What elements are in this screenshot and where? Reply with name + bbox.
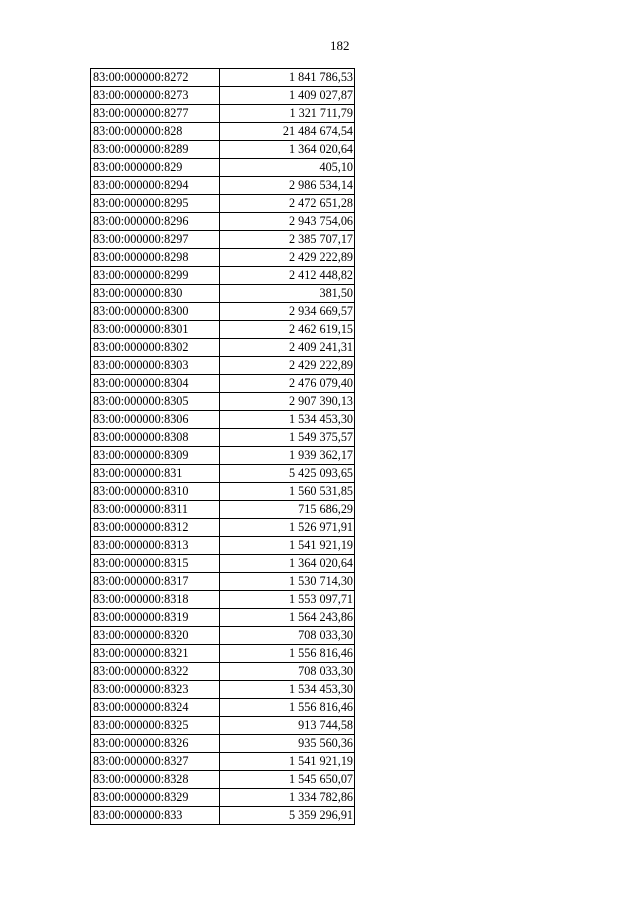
value-cell: 708 033,30 [220,627,355,645]
value-cell: 1 553 097,71 [220,591,355,609]
value-cell: 405,10 [220,159,355,177]
cadastral-number-cell: 83:00:000000:8299 [91,267,220,285]
cadastral-number-cell: 83:00:000000:8324 [91,699,220,717]
cadastral-number-cell: 83:00:000000:8315 [91,555,220,573]
table-row [91,159,355,177]
table-row [91,285,355,303]
table-row [91,213,355,231]
value-cell: 2 934 669,57 [220,303,355,321]
value-cell: 1 549 375,57 [220,429,355,447]
cadastral-number-cell: 83:00:000000:8320 [91,627,220,645]
value-cell: 1 564 243,86 [220,609,355,627]
cadastral-number-cell: 83:00:000000:829 [91,159,220,177]
cadastral-number-cell: 83:00:000000:8313 [91,537,220,555]
table-row [91,501,355,519]
cadastral-number-cell: 83:00:000000:8300 [91,303,220,321]
cadastral-number-cell: 83:00:000000:833 [91,807,220,825]
cadastral-number-cell: 83:00:000000:8295 [91,195,220,213]
value-cell: 1 364 020,64 [220,555,355,573]
table-row [91,609,355,627]
page-number: 182 [330,38,350,53]
value-cell: 1 556 816,46 [220,645,355,663]
table-row [91,465,355,483]
cadastral-number-cell: 83:00:000000:8277 [91,105,220,123]
value-cell: 381,50 [220,285,355,303]
table-row [91,753,355,771]
value-cell: 2 412 448,82 [220,267,355,285]
cadastral-number-cell: 83:00:000000:8317 [91,573,220,591]
table-row [91,807,355,825]
table-row [91,771,355,789]
cadastral-number-cell: 83:00:000000:8329 [91,789,220,807]
table-row [91,483,355,501]
table-row [91,573,355,591]
value-cell: 1 534 453,30 [220,411,355,429]
cadastral-number-cell: 83:00:000000:8308 [91,429,220,447]
cadastral-number-cell: 83:00:000000:8289 [91,141,220,159]
table-row [91,249,355,267]
table-row [91,537,355,555]
table-row [91,123,355,141]
table-row [91,645,355,663]
table-row [91,87,355,105]
table-row [91,339,355,357]
value-cell: 2 943 754,06 [220,213,355,231]
cadastral-number-cell: 83:00:000000:8297 [91,231,220,249]
value-cell: 708 033,30 [220,663,355,681]
table-body [91,69,355,825]
value-cell: 935 560,36 [220,735,355,753]
cadastral-number-cell: 83:00:000000:8306 [91,411,220,429]
table-row [91,303,355,321]
table-row [91,321,355,339]
value-cell: 2 907 390,13 [220,393,355,411]
cadastral-number-cell: 83:00:000000:8323 [91,681,220,699]
value-cell: 2 409 241,31 [220,339,355,357]
table-row [91,591,355,609]
value-cell: 2 986 534,14 [220,177,355,195]
cadastral-number-cell: 83:00:000000:8296 [91,213,220,231]
cadastral-number-cell: 83:00:000000:8325 [91,717,220,735]
table-row [91,105,355,123]
value-cell: 5 425 093,65 [220,465,355,483]
table-row [91,789,355,807]
cadastral-number-cell: 83:00:000000:8318 [91,591,220,609]
cadastral-number-cell: 83:00:000000:8310 [91,483,220,501]
value-cell: 2 385 707,17 [220,231,355,249]
table-row [91,429,355,447]
value-cell: 1 321 711,79 [220,105,355,123]
cadastral-number-cell: 83:00:000000:8305 [91,393,220,411]
value-cell: 1 841 786,53 [220,69,355,87]
value-cell: 913 744,58 [220,717,355,735]
cadastral-number-cell: 83:00:000000:8294 [91,177,220,195]
value-cell: 1 364 020,64 [220,141,355,159]
value-cell: 2 472 651,28 [220,195,355,213]
table-row [91,393,355,411]
table-row [91,195,355,213]
cadastral-number-cell: 83:00:000000:8304 [91,375,220,393]
table-row [91,627,355,645]
table-row [91,735,355,753]
cadastral-number-cell: 83:00:000000:8273 [91,87,220,105]
value-cell: 2 462 619,15 [220,321,355,339]
cadastral-number-cell: 83:00:000000:8321 [91,645,220,663]
value-cell: 2 429 222,89 [220,249,355,267]
cadastral-number-cell: 83:00:000000:8298 [91,249,220,267]
value-cell: 1 560 531,85 [220,483,355,501]
table-row [91,699,355,717]
cadastral-number-cell: 83:00:000000:8303 [91,357,220,375]
table-row [91,231,355,249]
value-cell: 1 541 921,19 [220,537,355,555]
value-cell: 1 334 782,86 [220,789,355,807]
table-row [91,663,355,681]
cadastral-number-cell: 83:00:000000:8326 [91,735,220,753]
table-row [91,69,355,87]
cadastral-number-cell: 83:00:000000:831 [91,465,220,483]
table-row [91,177,355,195]
table-row [91,447,355,465]
cadastral-number-cell: 83:00:000000:828 [91,123,220,141]
cadastral-number-cell: 83:00:000000:830 [91,285,220,303]
cadastral-number-cell: 83:00:000000:8328 [91,771,220,789]
table-row [91,411,355,429]
cadastral-number-cell: 83:00:000000:8322 [91,663,220,681]
cadastre-value-table [90,68,355,825]
value-cell: 2 476 079,40 [220,375,355,393]
cadastral-number-cell: 83:00:000000:8272 [91,69,220,87]
value-cell: 2 429 222,89 [220,357,355,375]
table-row [91,681,355,699]
value-cell: 1 530 714,30 [220,573,355,591]
table-row [91,519,355,537]
table-row [91,717,355,735]
value-cell: 1 409 027,87 [220,87,355,105]
value-cell: 1 526 971,91 [220,519,355,537]
value-cell: 715 686,29 [220,501,355,519]
value-cell: 1 534 453,30 [220,681,355,699]
table-row [91,555,355,573]
table-row [91,267,355,285]
value-cell: 5 359 296,91 [220,807,355,825]
cadastral-number-cell: 83:00:000000:8309 [91,447,220,465]
value-cell: 21 484 674,54 [220,123,355,141]
cadastral-number-cell: 83:00:000000:8311 [91,501,220,519]
cadastral-number-cell: 83:00:000000:8302 [91,339,220,357]
cadastral-number-cell: 83:00:000000:8319 [91,609,220,627]
table-row [91,141,355,159]
cadastral-number-cell: 83:00:000000:8312 [91,519,220,537]
value-cell: 1 541 921,19 [220,753,355,771]
value-cell: 1 545 650,07 [220,771,355,789]
value-cell: 1 556 816,46 [220,699,355,717]
cadastral-number-cell: 83:00:000000:8327 [91,753,220,771]
value-cell: 1 939 362,17 [220,447,355,465]
table-row [91,357,355,375]
table-row [91,375,355,393]
cadastral-number-cell: 83:00:000000:8301 [91,321,220,339]
